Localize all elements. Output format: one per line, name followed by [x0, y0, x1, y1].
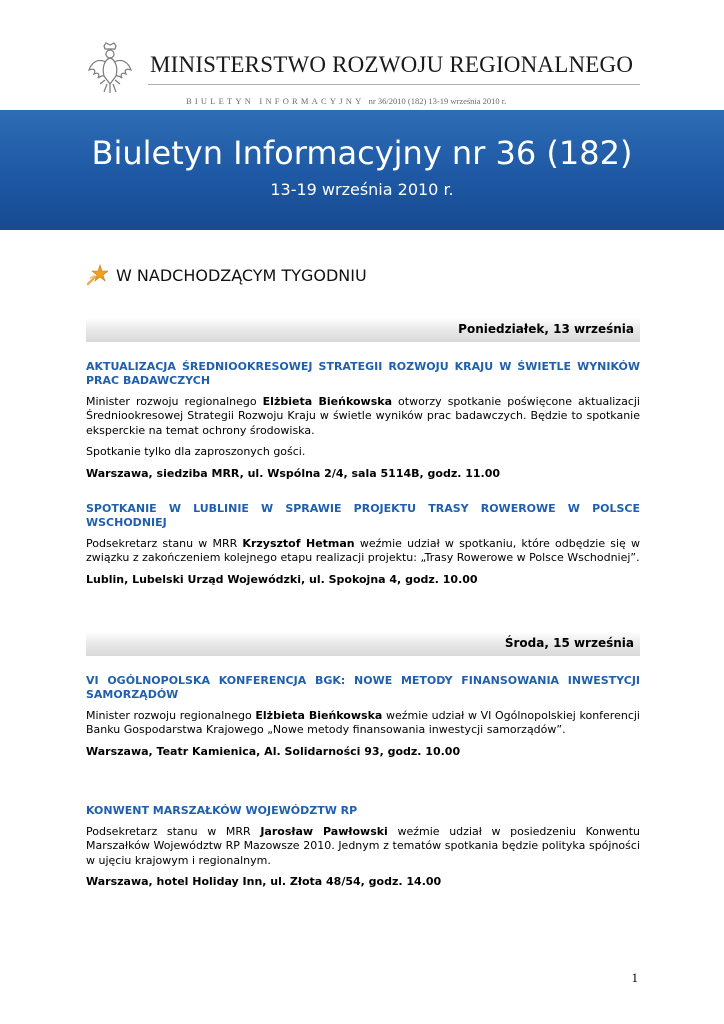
event-person: Elżbieta Bieńkowska: [255, 709, 383, 722]
event-title: KONWENT MARSZAŁKÓW WOJEWÓDZTW RP: [86, 804, 358, 817]
bulletin-title: Biuletyn Informacyjny nr 36 (182): [91, 134, 633, 172]
event-person: Elżbieta Bieńkowska: [262, 395, 392, 408]
event-description: Minister rozwoju regionalnego Elżbieta Bieńkowska weźmie udział w VI Ogólnopolskiej konferencji Banku Gospodarstwa Krajowego „Nowe metody finansowania inwestycji samorządów”.: [86, 709, 640, 737]
page-number: 1: [631, 970, 638, 985]
ministry-name: MINISTERSTWO ROZWOJU REGIONALNEGO: [150, 52, 634, 77]
event-description: Minister rozwoju regionalnego Elżbieta Bieńkowska otworzy spotkanie poświęcone aktualizacji Średniookresowej Strategii Rozwoju Kraju w świetle wyników prac badawczych. Będzie to spotkanie eksperckie na temat ochrony środowiska.: [86, 395, 640, 437]
event-description: Podsekretarz stanu w MRR Jarosław Pawłowski weźmie udział w posiedzeniu Konwentu Marszałków Województw RP Mazowsze 2010. Jednym z tematów spotkania będzie polityka spójności w ujęciu krajowym i regionalnym.: [86, 825, 640, 867]
section-title: W NADCHODZĄCYM TYGODNIU: [116, 266, 367, 285]
event-note: Spotkanie tylko dla zaproszonych gości.: [86, 445, 306, 459]
title-banner: [0, 110, 724, 230]
event-title: AKTUALIZACJA ŚREDNIOOKRESOWEJ STRATEGII ROZWOJU KRAJU W ŚWIETLE WYNIKÓW PRAC BADAWCZYCH: [86, 360, 640, 387]
event-item: [86, 502, 640, 587]
header-subline: [186, 96, 646, 106]
bulletin-date: 13-19 września 2010 r.: [270, 180, 454, 199]
day-label: Poniedziałek, 13 września: [458, 322, 634, 336]
subline-issue: nr 36/2010 (182) 13-19 września 2010 r.: [368, 96, 507, 106]
event-item: [86, 674, 640, 759]
event-item: [86, 804, 640, 889]
event-location: Warszawa, hotel Holiday Inn, ul. Złota 48/54, godz. 14.00: [86, 875, 442, 889]
shooting-star-icon: [86, 264, 108, 286]
event-title: SPOTKANIE W LUBLINIE W SPRAWIE PROJEKTU TRASY ROWEROWE W POLSCE WSCHODNIEJ: [86, 502, 640, 529]
eagle-emblem-icon: [86, 40, 134, 96]
day-label: Środa, 15 września: [504, 636, 634, 650]
event-item: [86, 360, 640, 481]
subline-publication: BIULETYN INFORMACYJNY: [186, 96, 365, 106]
event-description: Podsekretarz stanu w MRR Krzysztof Hetman weźmie udział w spotkaniu, które odbędzie się w związku z zakończeniem kolejnego etapu realizacji projektu: „Trasy Rowerowe w Polsce Wschodniej”.: [86, 537, 640, 565]
event-location: Warszawa, siedziba MRR, ul. Wspólna 2/4, sala 5114B, godz. 11.00: [86, 466, 501, 480]
day-header: [86, 318, 640, 342]
header-divider: [148, 84, 640, 85]
event-location: Lublin, Lubelski Urząd Wojewódzki, ul. Spokojna 4, godz. 10.00: [86, 572, 478, 586]
event-location: Warszawa, Teatr Kamienica, Al. Solidarności 93, godz. 10.00: [86, 744, 461, 758]
event-title: VI OGÓLNOPOLSKA KONFERENCJA BGK: NOWE METODY FINANSOWANIA INWESTYCJI SAMORZĄDÓW: [86, 674, 640, 701]
event-person: Jarosław Pawłowski: [260, 825, 388, 838]
event-person: Krzysztof Hetman: [242, 537, 355, 550]
day-header: [86, 632, 640, 656]
